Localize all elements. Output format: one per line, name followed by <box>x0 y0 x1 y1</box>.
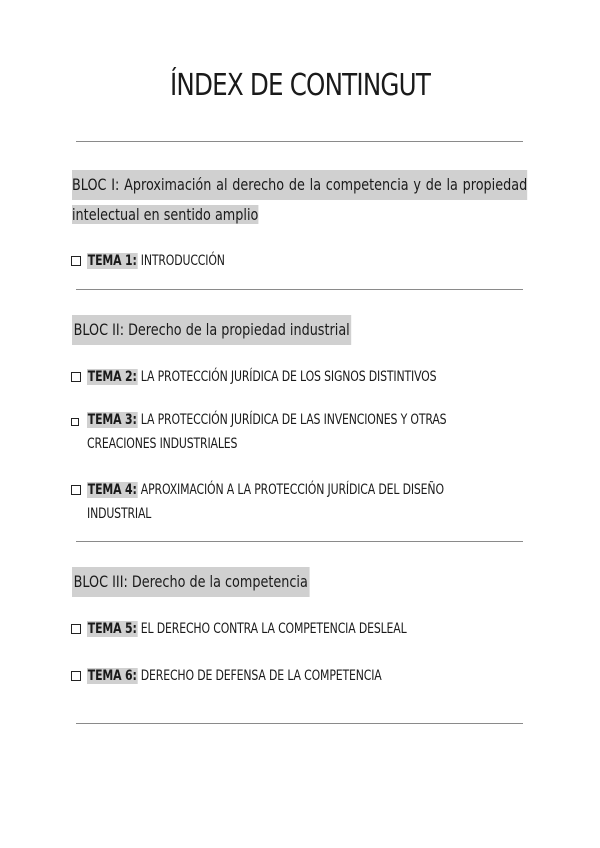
divider <box>76 141 523 142</box>
tema-label: TEMA 1: <box>87 253 137 269</box>
tema-title-continued: CREACIONES INDUSTRIALES <box>87 436 238 452</box>
bloc-2-heading <box>72 315 527 345</box>
tema-label: TEMA 5: <box>87 621 137 637</box>
checkbox-icon[interactable] <box>71 418 79 426</box>
tema-label: TEMA 4: <box>87 482 137 498</box>
bloc-3-heading-text: BLOC III: Derecho de la competencia <box>72 567 309 597</box>
tema-title-continued: INDUSTRIAL <box>87 506 152 522</box>
bloc-1-heading <box>72 170 527 230</box>
tema-title: APROXIMACIÓN A LA PROTECCIÓN JURÍDICA DEL DISEÑO <box>137 482 444 498</box>
divider <box>76 723 523 724</box>
checkbox-icon[interactable] <box>71 671 81 681</box>
bloc-2-heading-text: BLOC II: Derecho de la propiedad industrial <box>72 315 351 345</box>
divider <box>76 541 523 542</box>
divider <box>76 289 523 290</box>
tema-label: TEMA 6: <box>87 668 137 684</box>
tema-title: DERECHO DE DEFENSA DE LA COMPETENCIA <box>137 668 382 684</box>
checkbox-icon[interactable] <box>71 372 81 382</box>
tema-label: TEMA 3: <box>87 412 137 428</box>
checkbox-icon[interactable] <box>71 624 81 634</box>
tema-title: EL DERECHO CONTRA LA COMPETENCIA DESLEAL <box>137 621 407 637</box>
bloc-1-heading-line2: intelectual en sentido amplio <box>72 205 259 224</box>
tema-label: TEMA 2: <box>87 369 137 385</box>
bloc-1-heading-line1: BLOC I: Aproximación al derecho de la competencia y de la propiedad <box>72 170 527 200</box>
page-title: ÍNDEX DE CONTINGUT <box>169 68 431 103</box>
tema-title: LA PROTECCIÓN JURÍDICA DE LAS INVENCIONES Y OTRAS <box>137 412 447 428</box>
tema-title: LA PROTECCIÓN JURÍDICA DE LOS SIGNOS DISTINTIVOS <box>137 369 437 385</box>
checkbox-icon[interactable] <box>71 256 81 266</box>
bloc-3-heading <box>72 567 527 597</box>
checkbox-icon[interactable] <box>71 485 81 495</box>
tema-title: INTRODUCCIÓN <box>137 253 225 269</box>
